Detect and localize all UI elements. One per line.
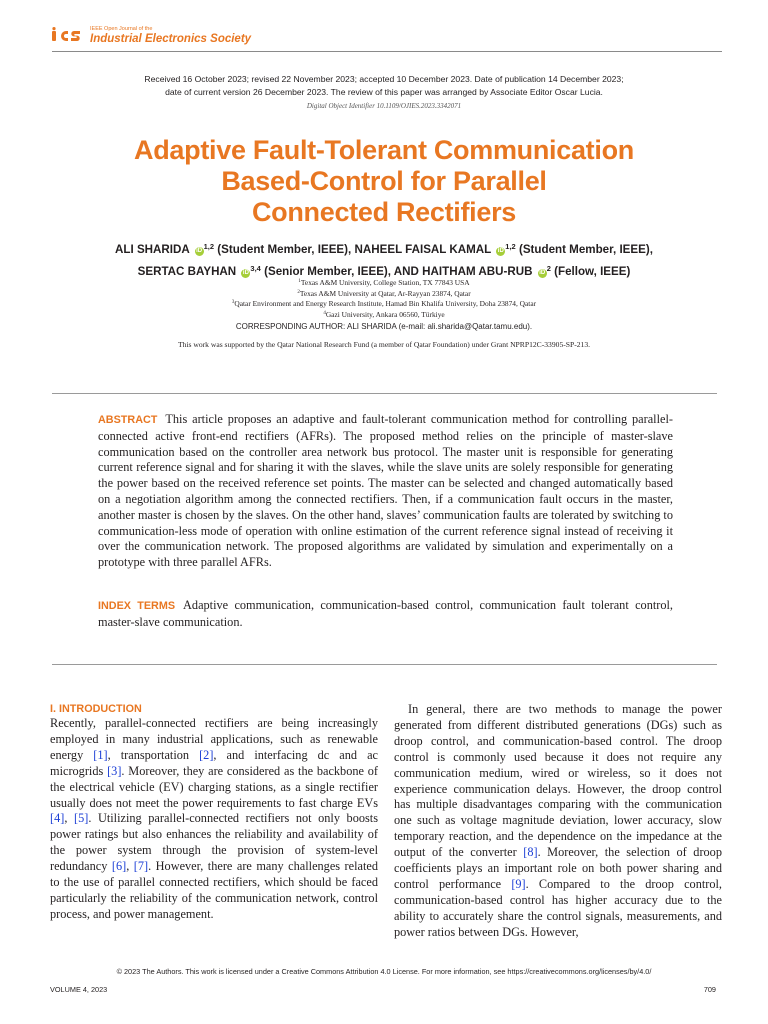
orcid-icon[interactable]: iD (196, 248, 203, 254)
author-line-1 (40, 237, 728, 259)
abstract-text: This article proposes an adaptive and fault-tolerant communication method for controlling parallel-connected active front-end rectifiers (AFRs). The proposed method relies on the principle of master-slave communication based on the controller area network bus protocol. The master unit is responsible for generating current reference signal and for sharing it with the slaves, while the slave units are solely responsible for generating the power based on the received reference set points. The master can be selected and changed automatically based on a negotiation algorithm among the connected rectifiers. Then, if a communication fault occurs in the master, another master is chosen by the slaves. On the other hand, slaves’ communication faults are tolerated by switching to communication-less mode of operation with online estimation of the current reference signal instead of receiving it over the communication network. The proposed algorithms are validated by simulation and experimentally on a prototype with three parallel AFRs. (98, 412, 673, 570)
intro-paragraph-right: In general, there are two methods to manage the power generated from different distributed generations (DGs) such as droop control, and communication-based control. The droop control is commonly used because it does not require any communication medium, wired or wireless, so it does not experience communication delays. However, the droop control has multiple disadvantages comparing with the communication one such as voltage magnitude deviation, lower accuracy, slow temporary reaction, and the dependence on the impedance at the output of the converter [8]. Moreover, the selection of droop coefficients plays an important role on both power sharing and control performance [9]. Compared to the droop control, communication-based control has higher accuracy due to the ability to accurately share the control signals, measurements, and power ratios between DGs. However, (394, 702, 722, 939)
author-role: (Student Member, IEEE), (217, 243, 352, 256)
citation-link[interactable]: [4] (50, 811, 65, 826)
abstract-label: ABSTRACT (98, 414, 158, 426)
author-affil: 1,2 (505, 242, 516, 251)
affiliations (60, 277, 708, 319)
index-terms-label: INDEX TERMS (98, 600, 176, 612)
body-column-right (394, 702, 722, 941)
author-role: (Senior Member, IEEE), AND (264, 265, 419, 278)
section-heading: I. INTRODUCTION (50, 703, 142, 715)
author-name[interactable]: SERTAC BAYHAN (137, 265, 237, 278)
index-terms (98, 598, 673, 631)
citation-link[interactable]: [1] (93, 747, 108, 762)
title-line-3: Connected Rectifiers (251, 197, 517, 227)
citation-link[interactable]: [2] (199, 747, 214, 762)
author-affil: 2 (546, 264, 551, 273)
abstract (98, 412, 673, 571)
citation-link[interactable]: [3] (107, 763, 122, 778)
author-name[interactable]: ALI SHARIDA (115, 243, 190, 256)
citation-link[interactable]: [6] (111, 859, 127, 874)
intro-paragraph-left: Recently, parallel-connected rectifiers are being increasingly employed in many industrial applications, such as renewable energy [1], transportation [2], and interfacing dc and ac microgrids [3]. Moreover, they are considered as the backbone of the electrical vehicle (EV) charging stations, as a single rectifier usually does not meet the power requirements to fast charge EVs [4], [5]. Utilizing parallel-connected rectifiers not only boosts power ratings but also enhances the reliability and availability of the power system through the provision of system-level redundancy [6], [7]. However, there are many challenges related to the use of parallel connected rectifiers, which should be faced particularly the reliability of the communication network, control process, and power management. (50, 716, 379, 921)
received-line-1: Received 16 October 2023; revised 22 November 2023; accepted 10 December 2023. Date of publication 14 December 2023; (144, 74, 624, 84)
author-name[interactable]: HAITHAM ABU-RUB (422, 265, 533, 278)
affiliation-item: $^4$Gazi University, Ankara 06560, Türkiye (323, 309, 445, 319)
citation-link[interactable]: [9] (511, 876, 526, 891)
orcid-icon[interactable]: iD (497, 248, 504, 254)
header-rule (52, 51, 722, 52)
received-dates (60, 73, 708, 99)
affiliation-item: $^1$Texas A&M University, College Station, TX 77843 USA (298, 278, 470, 287)
author-list (40, 237, 728, 281)
orcid-icon[interactable]: iD (539, 270, 546, 276)
author-name[interactable]: NAHEEL FAISAL KAMAL (354, 243, 492, 256)
author-role: (Student Member, IEEE), (518, 243, 653, 256)
title-line-1: Adaptive Fault-Tolerant Communication (134, 135, 634, 165)
affiliation-item: $^3$Qatar Environment and Energy Research Institute, Hamad Bin Khalifa University, Doha 23874, Qatar (231, 299, 537, 309)
author-role: (Fellow, IEEE) (554, 265, 631, 278)
author-affil: 1,2 (203, 242, 215, 251)
doi: Digital Object Identifier 10.1109/OJIES.2023.3342071 (306, 102, 462, 110)
license-notice: © 2023 The Authors. This work is licensed under a Creative Commons Attribution 4.0 License. For more information, see https://creativecommons.org/licenses/by/4.0/ (116, 967, 652, 976)
body-column-left (50, 702, 378, 923)
title-line-2: Based-Control for Parallel (221, 166, 547, 196)
journal-subtitle: IEEE Open Journal of the (90, 26, 153, 32)
orcid-icon[interactable]: iD (242, 270, 249, 276)
journal-name: Industrial Electronics Society (90, 33, 252, 45)
page-number: 709 (703, 985, 716, 994)
received-line-2: date of current version 26 December 2023. The review of this paper was arranged by Associate Editor Oscar Lucia. (165, 87, 603, 97)
funding-note: This work was supported by the Qatar National Research Fund (a member of Qatar Foundation) under Grant NPRP12C-33905-SP-213. (177, 340, 591, 349)
paper-title (60, 135, 708, 228)
abstract-rule-bottom (52, 664, 717, 665)
volume-label: VOLUME 4, 2023 (50, 985, 108, 994)
index-terms-text: Adaptive communication, communication-based control, communication fault tolerant control, master-slave communication. (98, 598, 673, 629)
abstract-rule-top (52, 393, 717, 394)
citation-link[interactable]: [5] (73, 811, 89, 826)
affiliation-item: $^2$Texas A&M University at Qatar, Ar-Rayyan 23874, Qatar (297, 288, 471, 298)
author-affil: 3,4 (250, 264, 261, 273)
citation-link[interactable]: [8] (523, 845, 538, 860)
corresponding-author: CORRESPONDING AUTHOR: ALI SHARIDA (e-mail: ali.sharida@Qatar.tamu.edu). (235, 322, 533, 331)
ies-logo-icon (52, 27, 82, 43)
citation-link[interactable]: [7] (133, 859, 149, 874)
